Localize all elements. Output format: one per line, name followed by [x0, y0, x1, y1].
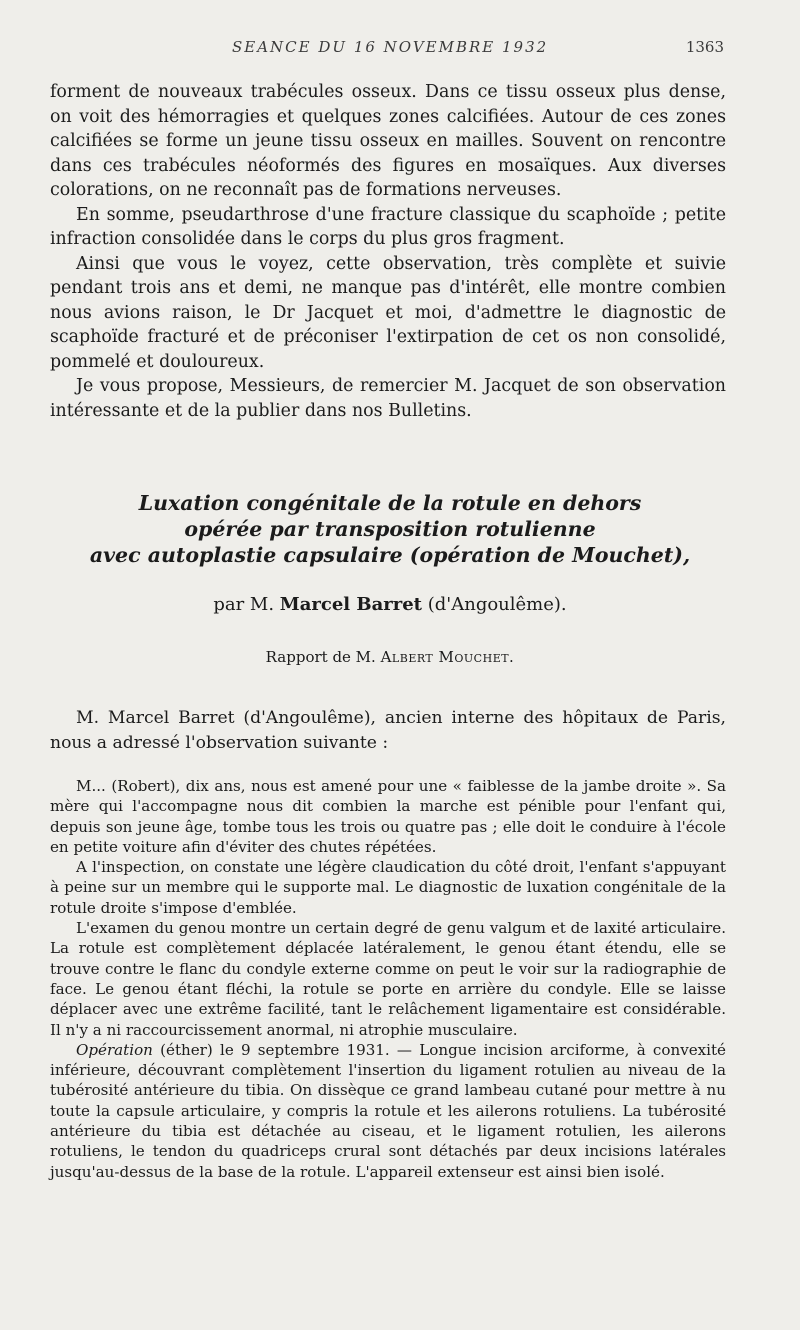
title-line: opérée par transposition rotulienne — [184, 517, 596, 541]
author-location: (d'Angoulême). — [427, 594, 567, 615]
running-head: SEANCE DU 16 NOVEMBRE 1932 — [232, 38, 549, 56]
title-line: avec autoplastie capsulaire (opération de Mouchet), — [89, 543, 691, 567]
title-line: Luxation congénitale de la rotule en dehors — [138, 491, 642, 515]
report-line — [40, 648, 740, 666]
paragraph: Ainsi que vous le voyez, cette observation, très complète et suivie pendant trois ans et demi, ne manque pas d'intérêt, elle montre combien nous avions raison, le Dr Jacquet et moi, d'admettre le diagnostic de scaphoïde fracturé et de préconiser l'extirpation de cet os non consolidé, pommelé et douloureux. — [50, 253, 726, 372]
report-prefix: Rapport de M. — [265, 648, 376, 666]
case-report — [50, 776, 726, 1182]
paragraph: A l'inspection, on constate une légère claudication du côté droit, l'enfant s'appuyant à peine sur un membre qui le supporte mal. Le diagnostic de luxation congénitale de la rotule droite s'impose d'emblée. — [50, 858, 726, 917]
article-title — [40, 490, 740, 568]
paragraph: M... (Robert), dix ans, nous est amené pour une « faiblesse de la jambe droite ». Sa mère qui l'accompagne nous dit combien la marche est pénible pour l'enfant qui, depuis son jeune âge, tombe tous les trois ou quatre pas ; elle doit le conduire à l'école en petite voiture afin d'éviter des chutes répétées. — [50, 777, 726, 856]
paragraph: forment de nouveaux trabécules osseux. Dans ce tissu osseux plus dense, on voit des hémorragies et quelques zones calcifiées. Autour de ces zones calcifiées se forme un jeune tissu osseux en mailles. Souvent on rencontre dans ces trabécules néoformés des figures en mosaïques. Aux diverses colorations, on ne reconnaît pas de formations nerveuses. — [50, 82, 726, 200]
paragraph: M. Marcel Barret (d'Angoulême), ancien interne des hôpitaux de Paris, nous a adressé l'observation suivante : — [50, 708, 726, 753]
operation-text: (éther) le 9 septembre 1931. — Longue incision arciforme, à convexité inférieure, découvrant complètement l'insertion du ligament rotulien au niveau de la tubérosité antérieure du tibia. On dissèque ce grand lambeau cutané pour mettre à nu toute la capsule articulaire, y compris la rotule et les ailerons rotuliens. La tubérosité antérieure du tibia est détachée au ciseau, et le ligament rotulien, les ailerons rotuliens, le tendon du quadriceps crural sont détachés par deux incisions latérales jusqu'au-dessus de la base de la rotule. L'appareil extenseur est ainsi bien isolé. — [50, 1040, 726, 1181]
author-line — [40, 594, 740, 615]
page-number: 1363 — [685, 38, 724, 56]
paragraph: Je vous propose, Messieurs, de remercier M. Jacquet de son observation intéressante et de la publier dans nos Bulletins. — [50, 376, 726, 421]
by-prefix: par M. — [213, 594, 275, 615]
reporter-name: Albert Mouchet. — [380, 648, 515, 666]
operation-label: Opération — [76, 1040, 153, 1059]
paragraph: En somme, pseudarthrose d'une fracture classique du scaphoïde ; petite infraction consolidée dans le corps du plus gros fragment. — [50, 204, 726, 249]
operation-paragraph — [50, 1040, 726, 1182]
paragraph: L'examen du genou montre un certain degré de genu valgum et de laxité articulaire. La rotule est complètement déplacée latéralement, le genou étant étendu, elle se trouve contre le flanc du condyle externe comme on peut le voir sur la radiographie de face. Le genou étant fléchi, la rotule se porte en arrière du condyle. Elle se laisse déplacer avec une extrême facilité, tant le relâchement ligamentaire est considérable. Il n'y a ni raccourcissement anormal, ni atrophie musculaire. — [50, 919, 726, 1039]
author-name: Marcel Barret — [279, 594, 422, 615]
intro-text — [50, 80, 726, 423]
section-intro — [50, 706, 726, 756]
